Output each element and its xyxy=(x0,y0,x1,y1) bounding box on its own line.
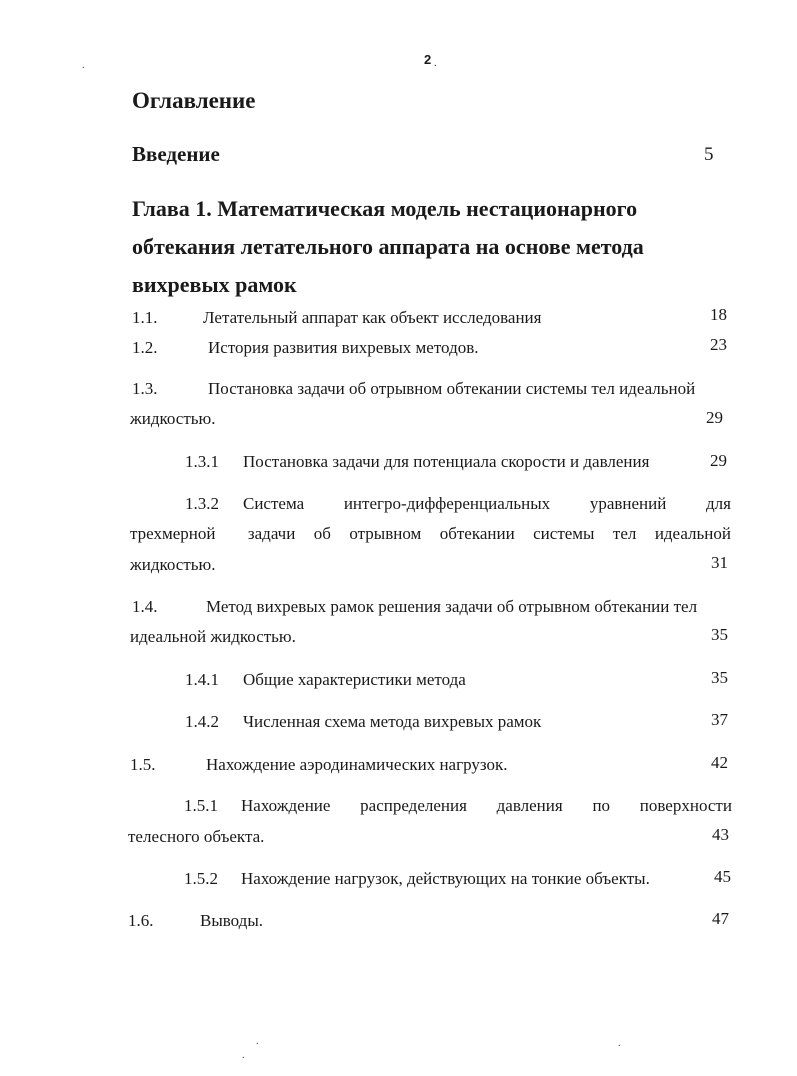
entry-page: 42 xyxy=(711,753,728,772)
toc-intro-page: 5 xyxy=(704,144,714,165)
entry-number: 1.1. xyxy=(132,308,158,327)
entry-word: для xyxy=(706,494,731,513)
entry-page: 35 xyxy=(711,668,728,687)
scan-speck: . xyxy=(618,1038,621,1049)
entry-word: тел xyxy=(612,524,637,543)
scan-speck: . xyxy=(82,60,85,71)
entry-title: История развития вихревых методов. xyxy=(208,338,479,357)
entry-word: обтекании xyxy=(439,524,515,543)
entry-page: 35 xyxy=(711,625,728,644)
entry-page: 18 xyxy=(710,305,727,324)
entry-number: 1.3.1 xyxy=(185,452,219,471)
entry-word: Система xyxy=(243,494,305,513)
entry-title: Численная схема метода вихревых рамок xyxy=(243,712,542,731)
scan-speck: . xyxy=(242,1050,245,1061)
entry-page: 43 xyxy=(712,825,729,844)
entry-title-cont: жидкостью. xyxy=(130,409,216,428)
entry-number: 1.5.1 xyxy=(184,796,218,815)
chapter-heading-line: Глава 1. Математическая модель нестационарного xyxy=(132,196,638,221)
entry-word: отрывном xyxy=(349,524,422,543)
entry-number: 1.3.2 xyxy=(185,494,219,513)
entry-title: Постановка задачи для потенциала скорости и давления xyxy=(243,452,650,471)
entry-title: Летательный аппарат как объект исследования xyxy=(203,308,542,327)
entry-word: Нахождение xyxy=(241,796,331,815)
toc-intro-label: Введение xyxy=(132,142,220,166)
entry-number: 1.5.2 xyxy=(184,869,218,888)
entry-word: по xyxy=(592,796,611,815)
entry-title: Выводы. xyxy=(200,911,264,930)
entry-title: Метод вихревых рамок решения задачи об отрывном обтекании тел xyxy=(206,597,698,616)
entry-page: 23 xyxy=(710,335,727,354)
entry-word: уравнений xyxy=(589,494,667,513)
entry-word: идеальной xyxy=(654,524,731,543)
entry-word: системы xyxy=(533,524,595,543)
entry-title: Общие характеристики метода xyxy=(243,670,466,689)
entry-word: интегро-дифференциальных xyxy=(343,494,551,513)
entry-word: об xyxy=(313,524,331,543)
entry-page: 29 xyxy=(710,451,727,470)
entry-number: 1.2. xyxy=(132,338,158,357)
entry-page: 31 xyxy=(711,553,728,572)
entry-word: задачи xyxy=(247,524,296,543)
entry-page: 29 xyxy=(706,408,723,427)
entry-number: 1.4.1 xyxy=(185,670,219,689)
chapter-heading xyxy=(132,190,644,304)
entry-title-cont: жидкостью. xyxy=(130,555,216,574)
entry-page: 47 xyxy=(712,909,729,928)
entry-title xyxy=(241,796,732,816)
entry-number: 1.6. xyxy=(128,911,154,930)
entry-page: 45 xyxy=(714,867,731,886)
entry-number: 1.3. xyxy=(132,379,158,398)
entry-word: поверхности xyxy=(639,796,732,815)
scan-speck: . xyxy=(256,1036,259,1047)
entry-title: Нахождение аэродинамических нагрузок. xyxy=(206,755,508,774)
entry-word: давления xyxy=(496,796,563,815)
entry-title: Нахождение нагрузок, действующих на тонкие объекты. xyxy=(241,869,650,888)
page-number: 2 xyxy=(424,52,432,67)
entry-title: Постановка задачи об отрывном обтекании системы тел идеальной xyxy=(208,379,696,398)
entry-number: 1.4. xyxy=(132,597,158,616)
entry-title-cont: телесного объекта. xyxy=(128,827,265,846)
entry-word: трехмерной xyxy=(130,524,216,543)
entry-page: 37 xyxy=(711,710,728,729)
entry-number: 1.4.2 xyxy=(185,712,219,731)
entry-word: распределения xyxy=(360,796,467,815)
entry-title-cont xyxy=(130,524,731,544)
entry-title-cont: идеальной жидкостью. xyxy=(130,627,296,646)
scan-speck: . xyxy=(434,58,437,69)
toc-title: Оглавление xyxy=(132,88,256,113)
entry-number: 1.5. xyxy=(130,755,156,774)
chapter-heading-line: обтекания летательного аппарата на основе метода xyxy=(132,234,644,259)
chapter-heading-line: вихревых рамок xyxy=(132,272,297,297)
entry-title xyxy=(243,494,731,514)
